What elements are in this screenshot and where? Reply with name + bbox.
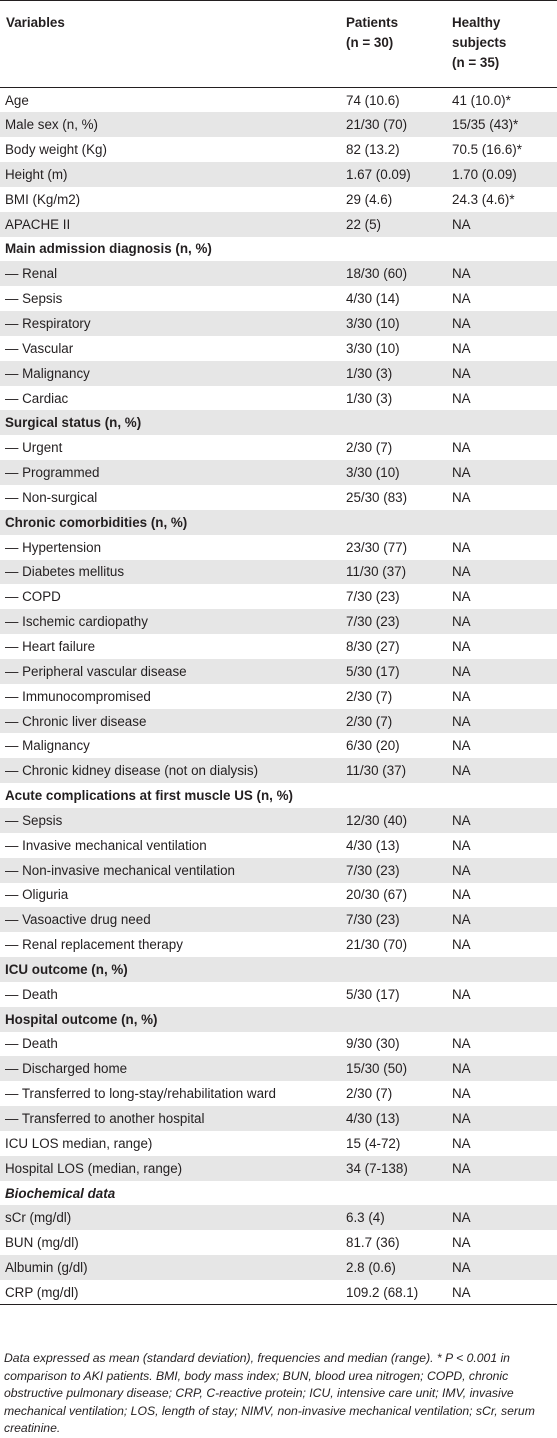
healthy-value: NA [452,937,471,953]
healthy-value: NA [452,688,471,704]
table-row [0,510,557,535]
patients-value: 6.3 (4) [346,1210,385,1226]
patients-value: 4/30 (14) [346,291,400,307]
table-row [0,361,557,386]
table-row [0,584,557,609]
patients-value: 9/30 (30) [346,1036,400,1052]
row-label: — Non-surgical [5,489,98,505]
table-row [0,883,557,908]
header-patients-line2: (n = 30) [346,35,394,50]
table-row [0,1181,557,1206]
healthy-value: NA [452,663,471,679]
table-row [0,733,557,758]
table-row [0,932,557,957]
table-row [0,1205,557,1230]
healthy-value [452,783,557,808]
row-label: — Chronic kidney disease (not on dialysis) [5,763,259,779]
table-row [0,137,557,162]
row-label: — Hypertension [5,539,102,555]
table-row [0,485,557,510]
patients-value: 34 (7-138) [346,1160,408,1176]
table-row [0,1056,557,1081]
table-row [0,286,557,311]
table-row [0,982,557,1007]
healthy-value: NA [452,1135,471,1151]
patients-value [346,783,452,808]
healthy-value: NA [452,1160,471,1176]
healthy-value [452,510,557,535]
patients-value: 18/30 (60) [346,266,408,282]
patients-value: 15/30 (50) [346,1061,408,1077]
row-label: Main admission diagnosis (n, %) [5,241,212,257]
healthy-value: NA [452,1111,471,1127]
row-label: — Urgent [5,440,63,456]
patients-value: 5/30 (17) [346,986,400,1002]
table-row [0,1032,557,1057]
row-label: — Vasoactive drug need [5,912,151,928]
patients-value: 20/30 (67) [346,887,408,903]
table-row [0,386,557,411]
patients-value: 21/30 (70) [346,117,408,133]
row-label: sCr (mg/dl) [5,1210,72,1226]
header-healthy-line1: Healthy [452,15,501,30]
healthy-value [452,957,557,982]
table-row [0,684,557,709]
healthy-value: NA [452,1036,471,1052]
table-row [0,88,557,113]
patients-value: 3/30 (10) [346,340,400,356]
patients-value: 7/30 (23) [346,614,400,630]
healthy-value: 41 (10.0)* [452,92,511,108]
patients-value: 1.67 (0.09) [346,166,411,182]
table-body [0,88,557,1305]
healthy-value: NA [452,614,471,630]
header-patients-line1: Patients [346,15,399,30]
row-label: Body weight (Kg) [5,142,107,158]
table-row [0,1156,557,1181]
header-healthy-line2: subjects [452,35,507,50]
row-label: — Respiratory [5,316,91,332]
row-label: — Malignancy [5,738,90,754]
row-label: — Oliguria [5,887,69,903]
healthy-value: NA [452,1086,471,1102]
healthy-value: NA [452,1280,557,1305]
healthy-value: NA [452,862,471,878]
healthy-value: NA [452,837,471,853]
row-label: Age [5,92,29,108]
healthy-value: 24.3 (4.6)* [452,191,515,207]
healthy-value [452,410,557,435]
table-row [0,410,557,435]
healthy-value: NA [452,589,471,605]
header-healthy-line3: (n = 35) [452,55,500,70]
row-label: — Ischemic cardiopathy [5,614,148,630]
row-label: Hospital LOS (median, range) [5,1160,183,1176]
patients-value: 22 (5) [346,216,381,232]
table-row [0,634,557,659]
table-row [0,1255,557,1280]
table-row [0,162,557,187]
row-label: — Sepsis [5,812,63,828]
table-row [0,560,557,585]
patients-value: 29 (4.6) [346,191,393,207]
patients-value: 74 (10.6) [346,92,400,108]
patients-value: 25/30 (83) [346,489,408,505]
patients-value [346,510,452,535]
row-label: Biochemical data [5,1185,116,1201]
healthy-value: NA [452,291,471,307]
table-row [0,1007,557,1032]
table-header-row [0,1,557,88]
healthy-value: NA [452,564,471,580]
healthy-value: NA [452,365,471,381]
patients-value: 4/30 (13) [346,837,400,853]
patients-value: 2.8 (0.6) [346,1260,396,1276]
patients-value: 23/30 (77) [346,539,408,555]
row-label: Male sex (n, %) [5,117,99,133]
header-healthy [452,1,557,88]
row-label: — Discharged home [5,1061,128,1077]
patients-value: 7/30 (23) [346,862,400,878]
row-label: ICU outcome (n, %) [5,961,128,977]
healthy-value: NA [452,1235,471,1251]
patients-value: 12/30 (40) [346,812,408,828]
row-label: — Death [5,986,58,1002]
healthy-value: NA [452,912,471,928]
patients-value: 15 (4-72) [346,1135,401,1151]
healthy-value: NA [452,316,471,332]
healthy-value: NA [452,1210,471,1226]
row-label: Hospital outcome (n, %) [5,1011,158,1027]
patients-value: 21/30 (70) [346,937,408,953]
patients-value [346,410,452,435]
table-row [0,758,557,783]
row-label: — Non-invasive mechanical ventilation [5,862,235,878]
patients-value: 5/30 (17) [346,663,400,679]
healthy-value: NA [452,986,471,1002]
healthy-value [452,237,557,262]
patients-value [346,237,452,262]
row-label: — Sepsis [5,291,63,307]
row-label: — Death [5,1036,58,1052]
patients-value [346,957,452,982]
table-row [0,460,557,485]
row-label: Chronic comorbidities (n, %) [5,514,188,530]
healthy-value: NA [452,812,471,828]
healthy-value: 70.5 (16.6)* [452,142,522,158]
table-row [0,1081,557,1106]
patients-value: 109.2 (68.1) [346,1280,452,1305]
healthy-value: NA [452,390,471,406]
patients-value [346,1181,452,1206]
table-row [0,1106,557,1131]
table-row [0,833,557,858]
patients-value [346,1007,452,1032]
healthy-value: 15/35 (43)* [452,117,519,133]
healthy-value: NA [452,887,471,903]
patients-value: 4/30 (13) [346,1111,400,1127]
patients-value: 81.7 (36) [346,1235,400,1251]
table-row [0,1230,557,1255]
table-row [0,957,557,982]
patients-value: 1/30 (3) [346,365,393,381]
patients-value: 8/30 (27) [346,638,400,654]
row-label: — Programmed [5,465,100,481]
patients-value: 82 (13.2) [346,142,400,158]
row-label: — Invasive mechanical ventilation [5,837,207,853]
row-label: — Renal [5,266,58,282]
row-label: ICU LOS median, range) [5,1135,153,1151]
patients-value: 2/30 (7) [346,440,393,456]
table-row [0,808,557,833]
healthy-value: NA [452,440,471,456]
healthy-value: NA [452,539,471,555]
healthy-value [452,1181,557,1206]
row-label: — Chronic liver disease [5,713,147,729]
patients-value: 2/30 (7) [346,688,393,704]
row-label: Albumin (g/dl) [5,1260,88,1276]
healthy-value: NA [452,638,471,654]
patients-value: 11/30 (37) [346,763,407,779]
row-label: Surgical status (n, %) [5,415,142,431]
table-footnote: Data expressed as mean (standard deviation), frequencies and median (range). * P < 0.001 in comparison to AKI patients. BMI, body mass index; BUN, blood urea nitrogen; COPD, chronic obstructive pulmonary disease; CRP, C-reactive protein; ICU, intensive care unit; IMV, invasive mechanical ventilation; LOS, length of stay; NIMV, non-invasive mechanical ventilation; sCr, serum creatinine. [4,1351,535,1436]
table-row [0,709,557,734]
header-variables: Variables [0,1,346,88]
table-row [0,535,557,560]
table-row [0,1131,557,1156]
table-row [0,858,557,883]
row-label: APACHE II [5,216,71,232]
patients-value: 11/30 (37) [346,564,407,580]
healthy-value: NA [452,340,471,356]
table-row [0,907,557,932]
row-label: BMI (Kg/m2) [5,191,81,207]
healthy-value: NA [452,1260,471,1276]
healthy-value: NA [452,266,471,282]
healthy-value: NA [452,713,471,729]
patients-value: 7/30 (23) [346,589,400,605]
row-label: Acute complications at first muscle US (n, %) [5,788,293,804]
patients-value: 1/30 (3) [346,390,393,406]
table-row [0,261,557,286]
healthy-value: NA [452,763,471,779]
healthy-value [452,1007,557,1032]
row-label: — Diabetes mellitus [5,564,125,580]
patients-value: 3/30 (10) [346,465,400,481]
row-label: CRP (mg/dl) [0,1280,346,1305]
table-row [0,435,557,460]
healthy-value: NA [452,216,471,232]
row-label: Height (m) [5,166,68,182]
row-label: — Transferred to another hospital [5,1111,205,1127]
table-row [0,112,557,137]
row-label: — Malignancy [5,365,90,381]
row-label: — Immunocompromised [5,688,151,704]
patients-value: 2/30 (7) [346,713,393,729]
healthy-value: NA [452,489,471,505]
table-row [0,237,557,262]
table-row [0,609,557,634]
table-row [0,212,557,237]
table-row [0,659,557,684]
healthy-value: NA [452,738,471,754]
table-row [0,336,557,361]
patients-value: 3/30 (10) [346,316,400,332]
header-patients [346,1,452,88]
healthy-value: NA [452,1061,471,1077]
row-label: — Cardiac [5,390,69,406]
row-label: — Vascular [5,340,74,356]
row-label: — Transferred to long-stay/rehabilitation ward [5,1086,276,1102]
table-row [0,1280,557,1305]
healthy-value: 1.70 (0.09) [452,166,517,182]
table-row [0,187,557,212]
row-label: — Heart failure [5,638,96,654]
patients-value: 7/30 (23) [346,912,400,928]
patients-value: 6/30 (20) [346,738,400,754]
row-label: — Renal replacement therapy [5,937,183,953]
row-label: BUN (mg/dl) [5,1235,79,1251]
row-label: — COPD [5,589,61,605]
table-row [0,311,557,336]
healthy-value: NA [452,465,471,481]
row-label: — Peripheral vascular disease [5,663,187,679]
table-row [0,783,557,808]
patients-value: 2/30 (7) [346,1086,393,1102]
